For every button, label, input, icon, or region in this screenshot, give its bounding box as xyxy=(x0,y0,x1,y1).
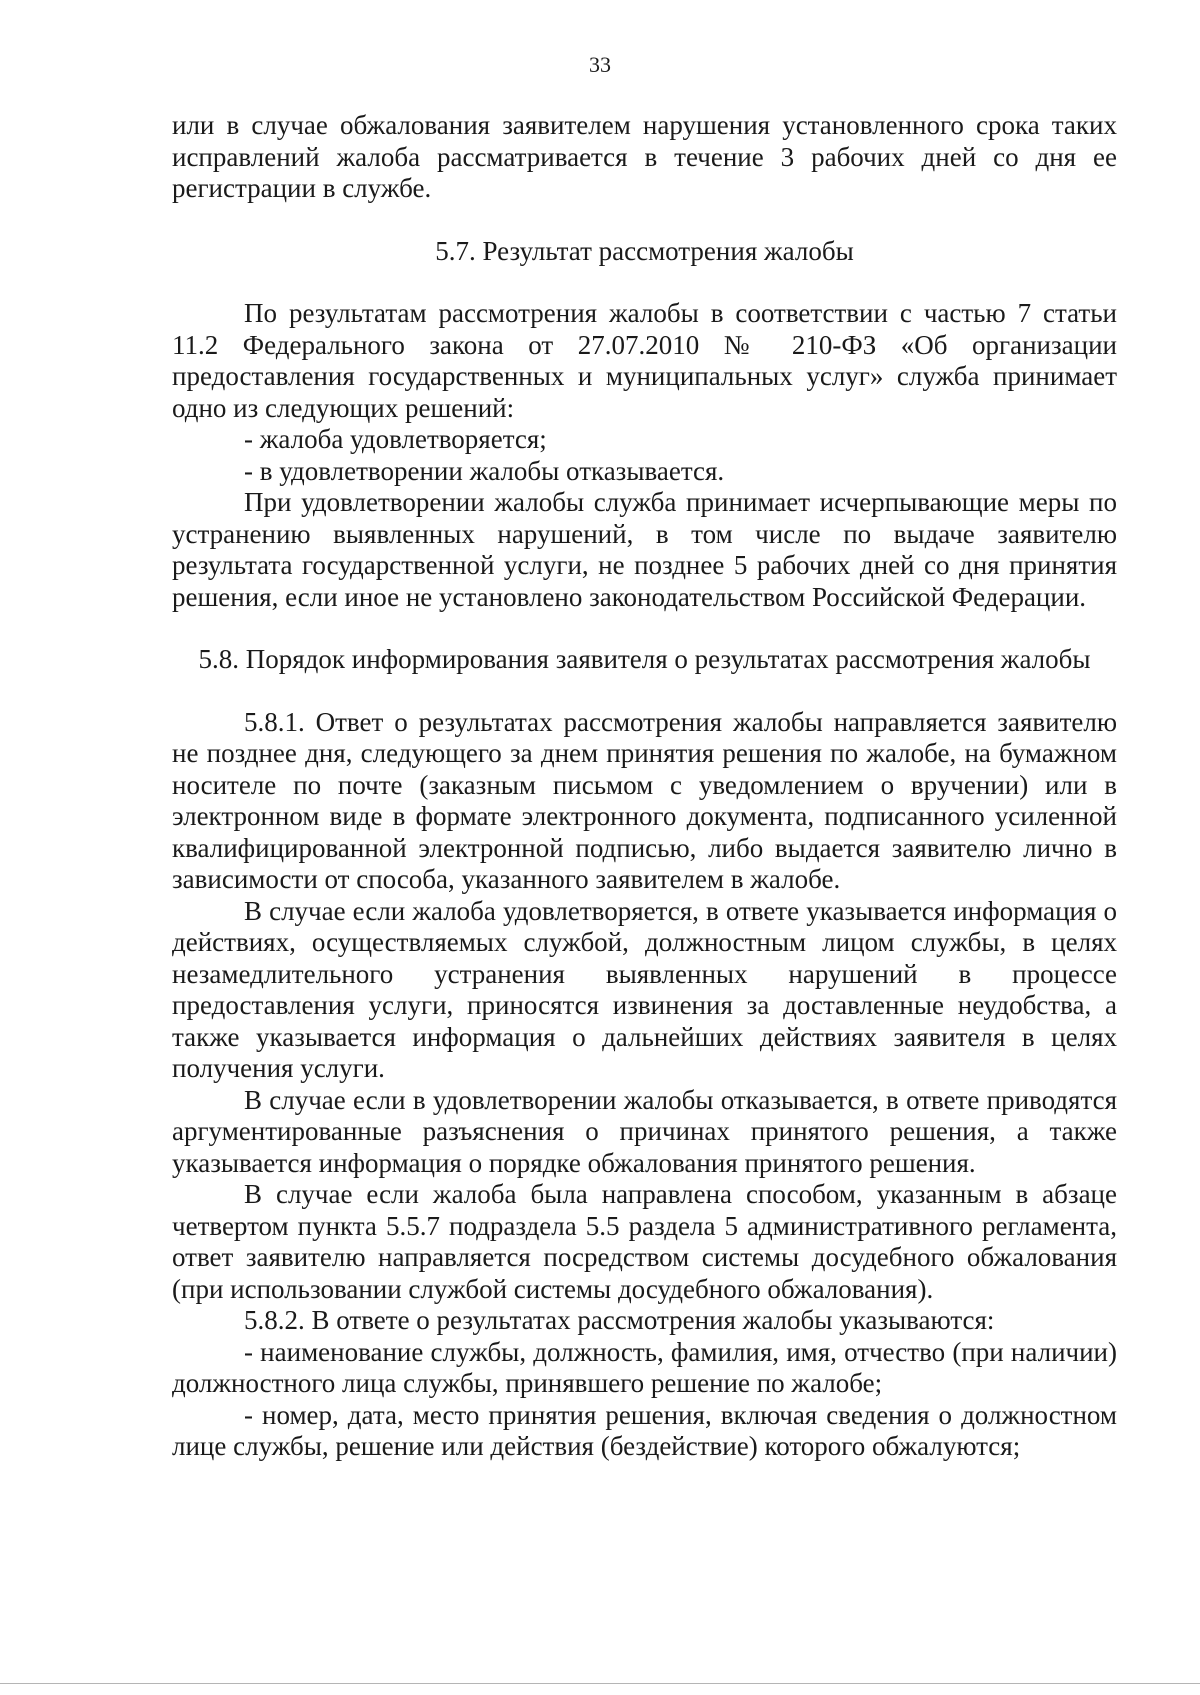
list-item-satisfied: - жалоба удовлетворяется; xyxy=(244,424,547,454)
scan-edge-line xyxy=(0,1683,1200,1684)
paragraph-satisfied-info: В случае если жалоба удовлетворяется, в ответе указывается информация о действиях, осуществляемых службой, должностным лицом службы, в целях незамедлительного устранения выявленных нарушений в процессе предоставления услуги, приносятся извинения за доставленные неудобства, а также указывается информация о дальнейших действиях заявителя в целях получения услуги. xyxy=(172,895,1117,1083)
paragraph-5-8-2: 5.8.2. В ответе о результатах рассмотрения жалобы указываются: xyxy=(244,1305,995,1335)
paragraph-continuation: или в случае обжалования заявителем нарушения установленного срока таких исправлений жалоба рассматривается в течение 3 рабочих дней со дня ее регистрации в службе. xyxy=(172,110,1117,203)
list-item-refused: - в удовлетворении жалобы отказывается. xyxy=(244,455,725,486)
section-heading-5-8: 5.8. Порядок информирования заявителя о результатах рассмотрения жалобы xyxy=(198,644,1091,674)
list-item-decision-details: - номер, дата, место принятия решения, включая сведения о должностном лице службы, решение или действия (бездействие) которого обжалуются; xyxy=(172,1399,1117,1461)
paragraph-pretrial-system: В случае если жалоба была направлена способом, указанным в абзаце четвертом пункта 5.5.7 подраздела 5.5 раздела 5 административного регламента, ответ заявителю направляется посредством системы досудебного обжалования (при использовании службой системы досудебного обжалования). xyxy=(172,1179,1117,1304)
paragraph-5-8-1: 5.8.1. Ответ о результатах рассмотрения жалобы направляется заявителю не позднее дня, следующего за днем принятия решения по жалобе, на бумажном носителе по почте (заказным письмом с уведомлением о вручении) или в электронном виде в формате электронного документа, подписанного усиленной квалифицированной электронной подписью, либо выдается заявителю лично в зависимости от способа, указанного заявителем в жалобе. xyxy=(172,706,1117,894)
document-body xyxy=(172,110,1117,1463)
paragraph-measures: При удовлетворении жалобы служба принимает исчерпывающие меры по устранению выявленных нарушений, в том числе по выдаче заявителю результата государственной услуги, не позднее 5 рабочих дней со дня принятия решения, если иное не установлено законодательством Российской Федерации. xyxy=(172,487,1117,612)
paragraph-refused-info: В случае если в удовлетворении жалобы отказывается, в ответе приводятся аргументированные разъяснения о причинах принятого решения, а также указывается информация о порядке обжалования принятого решения. xyxy=(172,1084,1117,1178)
page-number: 33 xyxy=(589,52,611,77)
section-heading-5-7: 5.7. Результат рассмотрения жалобы xyxy=(435,235,854,266)
paragraph-results: По результатам рассмотрения жалобы в соответствии с частью 7 статьи 11.2 Федерального закона от 27.07.2010 № 210-ФЗ «Об организации предоставления государственных и муниципальных услуг» служба принимает одно из следующих решений: xyxy=(172,298,1117,423)
list-item-service-name: - наименование службы, должность, фамилия, имя, отчество (при наличии) должностного лица службы, принявшего решение по жалобе; xyxy=(172,1336,1117,1398)
